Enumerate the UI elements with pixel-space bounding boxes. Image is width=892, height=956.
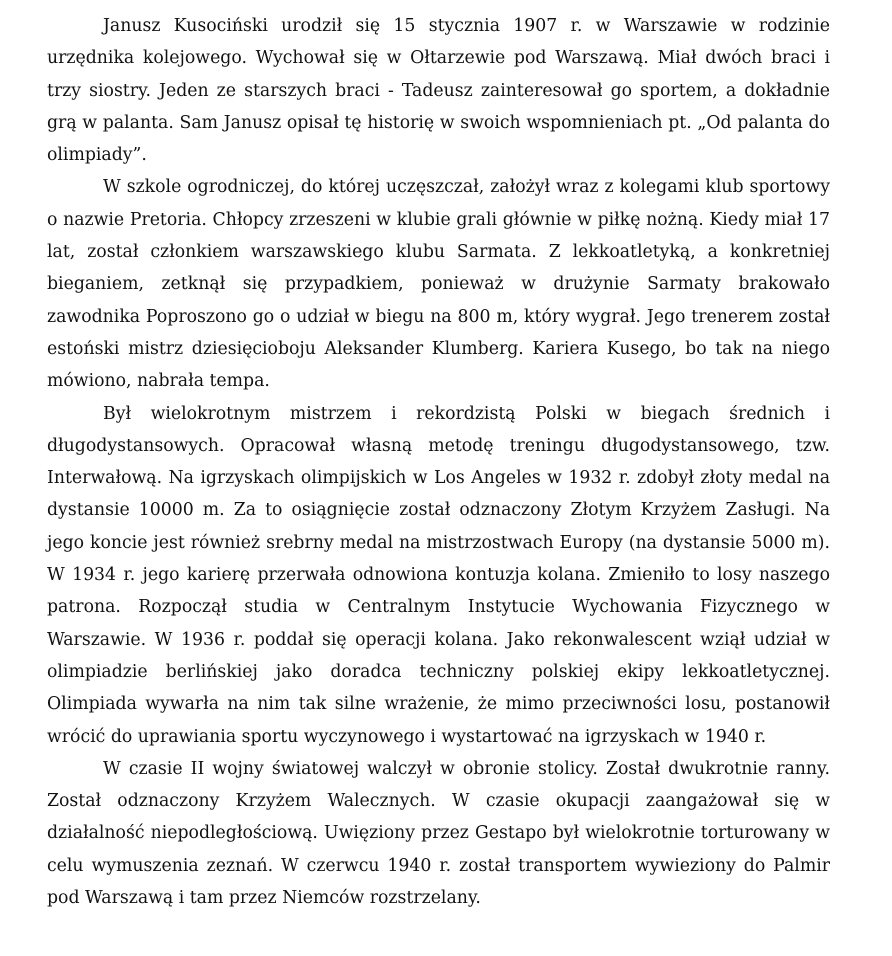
document-body (47, 10, 830, 914)
paragraph-early-sport: W szkole ogrodniczej, do której uczęszczał, założył wraz z kolegami klub sportowy o nazwie Pretoria. Chłopcy zrzeszeni w klubie grali głównie w piłkę nożną. Kiedy miał 17 lat, został członkiem warszawskiego klubu Sarmata. Z lekkoatletyką, a konkretniej bieganiem, zetknął się przypadkiem, ponieważ w drużynie Sarmaty brakowało zawodnika Poproszono go o udział w biegu na 800 m, który wygrał. Jego trenerem został estoński mistrz dziesięcioboju Aleksander Klumberg. Kariera Kusego, bo tak na niego mówiono, nabrała tempa. (47, 177, 830, 392)
paragraph-war-and-death: W czasie II wojny światowej walczył w obronie stolicy. Został dwukrotnie ranny. Został odznaczony Krzyżem Walecznych. W czasie okupacji zaangażował się w działalność niepodległościową. Uwięziony przez Gestapo był wielokrotnie torturowany w celu wymuszenia zeznań. W czerwcu 1940 r. został transportem wywieziony do Palmir pod Warszawą i tam przez Niemców rozstrzelany. (47, 758, 830, 909)
paragraph-athletic-career: Był wielokrotnym mistrzem i rekordzistą Polski w biegach średnich i długodystansowych. Opracował własną metodę treningu długodystansowego, tzw. Interwałową. Na igrzyskach olimpijskich w Los Angeles w 1932 r. zdobył złoty medal na dystansie 10000 m. Za to osiągnięcie został odznaczony Złotym Krzyżem Zasługi. Na jego koncie jest również srebrny medal na mistrzostwach Europy (na dystansie 5000 m). W 1934 r. jego karierę przerwała odnowiona kontuzja kolana. Zmieniło to losy naszego patrona. Rozpoczął studia w Centralnym Instytucie Wychowania Fizycznego w Warszawie. W 1936 r. poddał się operacji kolana. Jako rekonwalescent wziął udział w olimpiadzie berlińskiej jako doradca techniczny polskiej ekipy lekkoatletycznej. Olimpiada wywarła na nim tak silne wrażenie, że mimo przeciwności losu, postanowił wrócić do uprawiania sportu wyczynowego i wystartować na igrzyskach w 1940 r. (47, 403, 830, 747)
paragraph-childhood: Janusz Kusociński urodził się 15 stycznia 1907 r. w Warszawie w rodzinie urzędnika kolejowego. Wychował się w Ołtarzewie pod Warszawą. Miał dwóch braci i trzy siostry. Jeden ze starszych braci - Tadeusz zainteresował go sportem, a dokładnie grą w palanta. Sam Janusz opisał tę historię w swoich wspomnieniach pt. „Od palanta do olimpiady”. (47, 16, 830, 166)
